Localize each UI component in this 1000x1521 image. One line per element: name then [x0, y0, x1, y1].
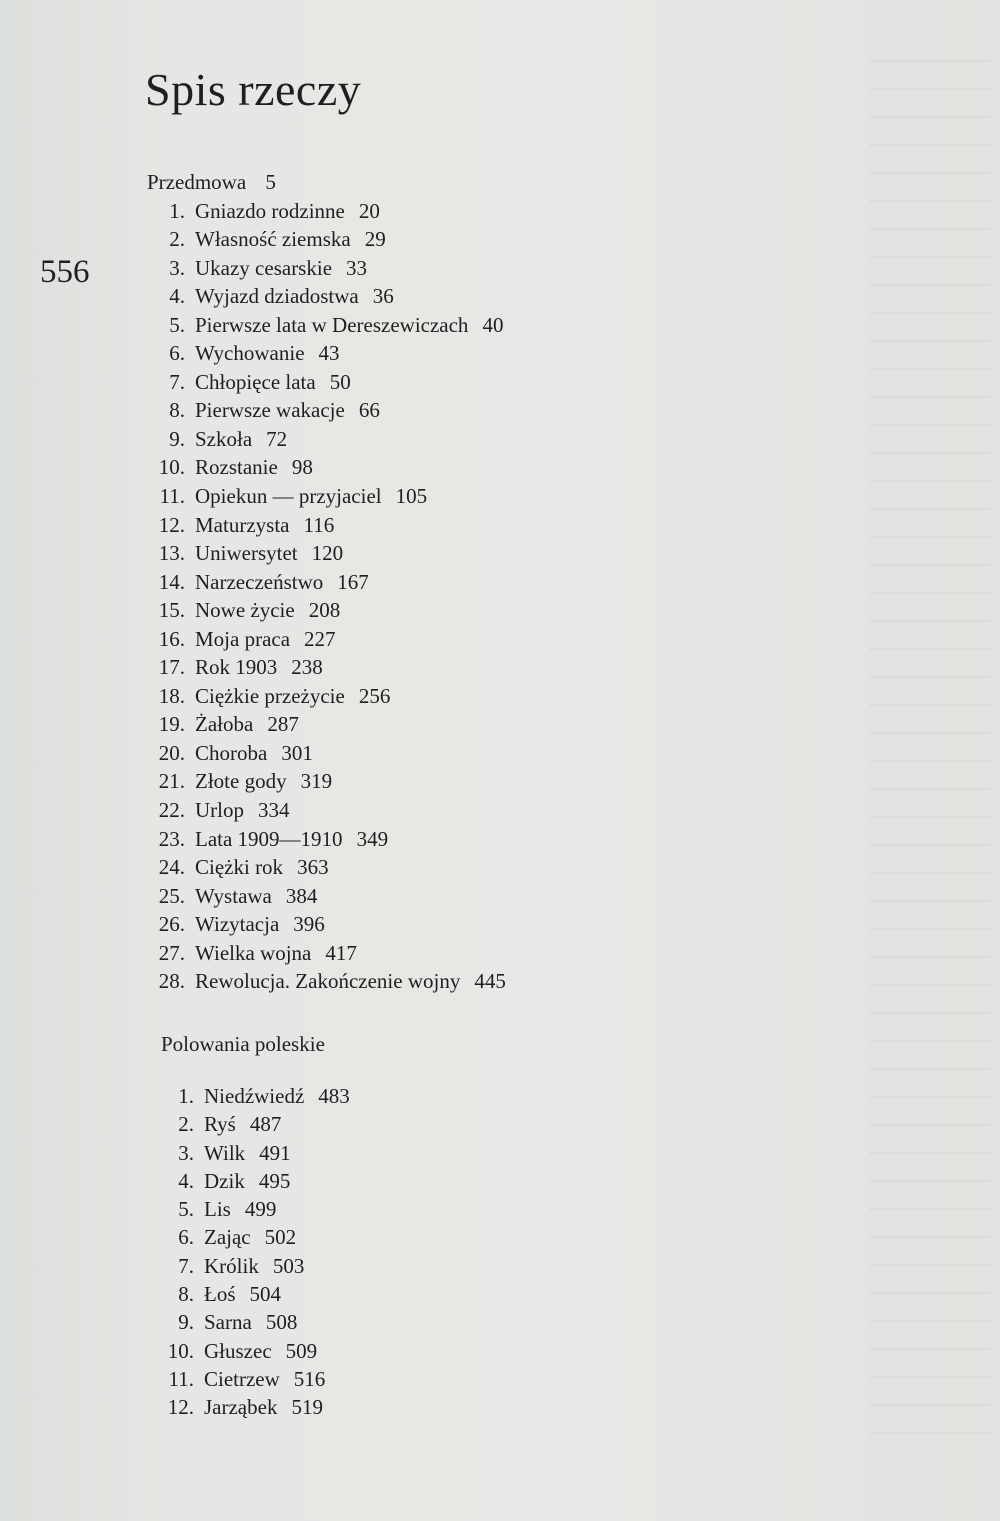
- toc-entry: [150, 796, 847, 825]
- entry-number: 12.: [167, 1395, 194, 1420]
- hunting-list: [161, 1082, 350, 1422]
- entry-number: 1.: [178, 1084, 194, 1108]
- entry-page: 516: [293, 1366, 326, 1391]
- entry-title: Wizytacja: [195, 912, 280, 937]
- entry-title: Sarna: [204, 1310, 252, 1335]
- entry-page: 256: [358, 683, 391, 708]
- entry-title: Narzeczeństwo: [195, 569, 324, 594]
- entry-number: 21.: [158, 769, 185, 794]
- entry-number: 12.: [158, 512, 185, 537]
- entry-page: 120: [311, 541, 344, 566]
- entry-number: 26.: [158, 912, 185, 937]
- toc-entry: [161, 1110, 350, 1138]
- preface-entry: [147, 168, 847, 197]
- entry-page: 487: [249, 1112, 282, 1137]
- entry-title: Pierwsze lata w Dereszewiczach: [195, 312, 469, 337]
- entry-page: 349: [356, 826, 389, 851]
- entry-page: 363: [297, 855, 329, 880]
- entry-title: Złote gody: [195, 769, 287, 794]
- toc-entry: [150, 396, 847, 425]
- entry-page: 72: [266, 426, 288, 451]
- entry-page: 116: [303, 512, 335, 537]
- entry-number: 13.: [158, 541, 185, 566]
- hunting-contents: [161, 1082, 350, 1422]
- entry-title: Własność ziemska: [195, 227, 351, 252]
- entry-page: 66: [358, 398, 380, 423]
- entry-title: Wyjazd dziadostwa: [195, 284, 359, 309]
- toc-entry: [161, 1139, 350, 1167]
- entry-number: 7.: [178, 1253, 194, 1278]
- entry-number: 5.: [169, 312, 185, 337]
- entry-page: 208: [308, 598, 341, 623]
- toc-entry: [161, 1223, 350, 1251]
- entry-page: 483: [318, 1084, 350, 1108]
- entry-title: Królik: [204, 1253, 259, 1278]
- toc-entry: [150, 596, 847, 625]
- preface-page: 5: [265, 170, 276, 194]
- entry-number: 27.: [158, 940, 185, 965]
- toc-entry: [150, 767, 847, 796]
- entry-page: 238: [291, 655, 323, 680]
- entry-title: Pierwsze wakacje: [195, 398, 345, 423]
- toc-entry: [150, 482, 847, 511]
- entry-page: 502: [264, 1225, 297, 1250]
- entry-page: 499: [244, 1197, 277, 1222]
- entry-title: Urlop: [195, 798, 244, 823]
- entry-page: 504: [249, 1282, 281, 1307]
- toc-entry: [150, 682, 847, 711]
- entry-title: Wielka wojna: [195, 940, 312, 965]
- preface-label: Przedmowa: [147, 170, 247, 194]
- entry-number: 5.: [178, 1197, 194, 1222]
- toc-entry: [161, 1167, 350, 1195]
- entry-title: Cietrzew: [204, 1366, 280, 1391]
- toc-entry: [150, 282, 847, 311]
- toc-entry: [150, 710, 847, 739]
- toc-entry: [161, 1365, 350, 1393]
- entry-title: Rewolucja. Zakończenie wojny: [195, 969, 461, 994]
- entry-number: 9.: [169, 426, 185, 451]
- entry-title: Lata 1909—1910: [195, 826, 343, 851]
- entry-title: Chłopięce lata: [195, 369, 316, 394]
- toc-entry: [161, 1280, 350, 1308]
- table-of-contents: [147, 168, 847, 996]
- entry-page: 301: [281, 740, 313, 765]
- entry-title: Choroba: [195, 740, 268, 765]
- entry-page: 508: [265, 1310, 298, 1335]
- page-number: 556: [40, 254, 90, 290]
- entry-page: 43: [318, 341, 340, 366]
- entry-number: 4.: [169, 284, 185, 309]
- entry-number: 24.: [158, 855, 185, 880]
- toc-entry: [161, 1082, 350, 1110]
- entry-number: 8.: [169, 398, 185, 423]
- toc-entry: [161, 1252, 350, 1280]
- entry-number: 9.: [178, 1310, 194, 1335]
- entry-title: Ciężkie przeżycie: [195, 683, 345, 708]
- entry-number: 16.: [158, 626, 185, 651]
- entry-number: 6.: [178, 1225, 194, 1250]
- entry-number: 17.: [158, 655, 185, 680]
- toc-entry: [150, 197, 847, 226]
- toc-entry: [150, 882, 847, 911]
- toc-entry: [150, 311, 847, 340]
- entry-page: 509: [285, 1338, 318, 1363]
- entry-title: Żałoba: [195, 712, 254, 737]
- entry-title: Dzik: [204, 1168, 245, 1193]
- toc-entry: [150, 910, 847, 939]
- entry-title: Uniwersytet: [195, 541, 298, 566]
- toc-entry: [150, 339, 847, 368]
- entry-page: 167: [337, 569, 369, 594]
- entry-number: 4.: [178, 1168, 194, 1193]
- entry-page: 20: [358, 198, 380, 223]
- entry-page: 105: [395, 484, 428, 509]
- entry-title: Nowe życie: [195, 598, 295, 623]
- entry-title: Łoś: [204, 1282, 236, 1307]
- entry-page: 417: [325, 940, 357, 965]
- toc-entry: [161, 1308, 350, 1336]
- entry-title: Moja praca: [195, 626, 291, 651]
- entry-title: Zając: [204, 1225, 251, 1250]
- entry-page: 29: [364, 227, 386, 252]
- entry-title: Niedźwiedź: [204, 1084, 305, 1108]
- toc-entry: [150, 853, 847, 882]
- entry-title: Jarząbek: [204, 1395, 278, 1420]
- entry-page: 36: [372, 284, 394, 309]
- entry-page: 491: [259, 1140, 291, 1165]
- toc-entry: [150, 425, 847, 454]
- entry-page: 503: [272, 1253, 305, 1278]
- entry-number: 14.: [158, 569, 185, 594]
- toc-entry: [150, 825, 847, 854]
- entry-page: 495: [258, 1168, 291, 1193]
- entry-number: 3.: [178, 1140, 194, 1165]
- entry-number: 18.: [158, 683, 185, 708]
- entry-number: 23.: [158, 826, 185, 851]
- toc-entry: [150, 368, 847, 397]
- entry-number: 10.: [167, 1338, 194, 1363]
- entry-number: 1.: [169, 198, 185, 223]
- toc-entry: [150, 653, 847, 682]
- toc-entry: [150, 568, 847, 597]
- entry-number: 8.: [178, 1282, 194, 1307]
- toc-entry: [150, 254, 847, 283]
- toc-entry: [150, 511, 847, 540]
- entry-title: Wilk: [204, 1140, 246, 1165]
- toc-entry: [150, 939, 847, 968]
- entry-title: Maturzysta: [195, 512, 290, 537]
- entry-title: Wystawa: [195, 883, 272, 908]
- entry-page: 519: [291, 1395, 323, 1420]
- entry-number: 2.: [169, 227, 185, 252]
- entry-page: 33: [346, 255, 368, 280]
- entry-number: 19.: [158, 712, 185, 737]
- chapter-list: [147, 197, 847, 996]
- toc-entry: [150, 225, 847, 254]
- toc-entry: [161, 1195, 350, 1223]
- entry-number: 6.: [169, 341, 185, 366]
- entry-title: Lis: [204, 1197, 231, 1222]
- entry-number: 2.: [178, 1112, 194, 1137]
- entry-number: 11.: [159, 484, 185, 509]
- entry-page: 384: [285, 883, 318, 908]
- entry-title: Głuszec: [204, 1338, 272, 1363]
- toc-entry: [150, 453, 847, 482]
- entry-page: 396: [293, 912, 325, 937]
- entry-number: 3.: [169, 255, 185, 280]
- entry-page: 50: [329, 369, 351, 394]
- entry-page: 287: [267, 712, 299, 737]
- entry-title: Szkoła: [195, 426, 253, 451]
- entry-number: 7.: [169, 369, 185, 394]
- entry-title: Opiekun — przyjaciel: [195, 484, 382, 509]
- entry-page: 445: [474, 969, 506, 994]
- toc-entry: [161, 1337, 350, 1365]
- entry-page: 334: [258, 798, 290, 823]
- section-heading: Polowania poleskie: [161, 1032, 325, 1056]
- entry-number: 10.: [158, 455, 185, 480]
- entry-number: 22.: [158, 798, 185, 823]
- toc-entry: [150, 967, 847, 996]
- toc-entry: [150, 539, 847, 568]
- entry-page: 40: [482, 312, 504, 337]
- entry-title: Wychowanie: [195, 341, 305, 366]
- toc-entry: [150, 739, 847, 768]
- entry-page: 319: [300, 769, 333, 794]
- entry-title: Ciężki rok: [195, 855, 284, 880]
- toc-entry: [161, 1393, 350, 1421]
- entry-title: Rok 1903: [195, 655, 278, 680]
- entry-title: Ryś: [204, 1112, 236, 1137]
- entry-number: 28.: [158, 969, 185, 994]
- entry-page: 227: [304, 626, 336, 651]
- entry-page: 98: [291, 455, 313, 480]
- entry-number: 20.: [158, 740, 185, 765]
- entry-number: 15.: [158, 598, 185, 623]
- toc-entry: [150, 625, 847, 654]
- entry-title: Rozstanie: [195, 455, 278, 480]
- entry-number: 25.: [158, 883, 185, 908]
- entry-title: Ukazy cesarskie: [195, 255, 333, 280]
- page-title: Spis rzeczy: [145, 64, 362, 115]
- bleed-through-text: [870, 60, 990, 1440]
- entry-number: 11.: [168, 1366, 194, 1391]
- entry-title: Gniazdo rodzinne: [195, 198, 345, 223]
